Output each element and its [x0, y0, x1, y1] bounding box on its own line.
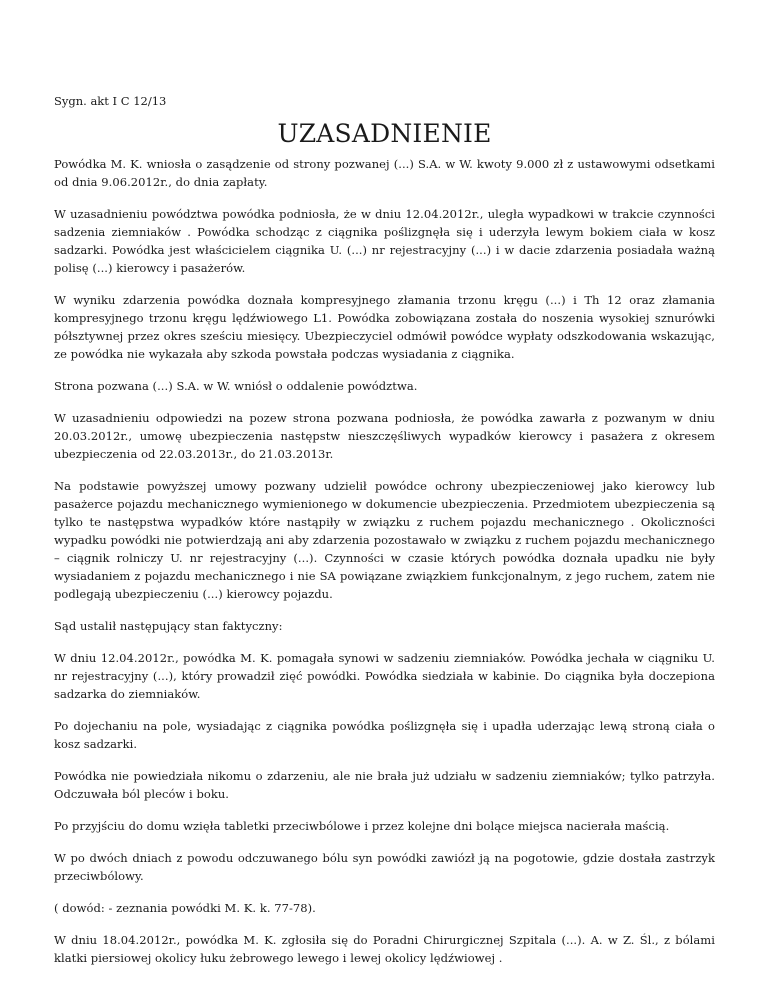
paragraph: Po dojechaniu na pole, wysiadając z ciągnika powódka poślizgnęła się i upadła uderzając lewą stroną ciała o kosz sadzarki.	[54, 719, 715, 751]
document-page	[54, 93, 715, 981]
paragraph: W uzasadnieniu powództwa powódka podniosła, że w dniu 12.04.2012r., uległa wypadkowi w trakcie czynności sadzenia ziemniaków . Powódka schodząc z ciągnika poślizgnęła się i uderzyła lewym bokiem ciała w kosz sadzarki. Powódka jest właścicielem ciągnika U. (...) nr rejestracyjny (...) i w dacie zdarzenia posiadała ważną polisę (...) kierowcy i pasażerów.	[54, 207, 715, 275]
paragraph: W dniu 18.04.2012r., powódka M. K. zgłosiła się do Poradni Chirurgicznej Szpitala (...). A. w Z. Śl., z bólami klatki piersiowej okolicy łuku żebrowego lewego i lewej okolicy lędźwiowej .	[54, 933, 715, 965]
paragraph: Strona pozwana (...) S.A. w W. wniósł o oddalenie powództwa.	[54, 379, 418, 393]
paragraph: W uzasadnieniu odpowiedzi na pozew strona pozwana podniosła, że powódka zawarła z pozwanym w dniu 20.03.2012r., umowę ubezpieczenia następstw nieszczęśliwych wypadków kierowcy i pasażera z okresem ubezpieczenia od 22.03.2013r., do 21.03.2013r.	[54, 411, 715, 461]
evidence-citation: ( dowód: - zeznania powódki M. K. k. 77-78).	[54, 901, 316, 915]
paragraph: Powódka M. K. wniosła o zasądzenie od strony pozwanej (...) S.A. w W. kwoty 9.000 zł z ustawowymi odsetkami od dnia 9.06.2012r., do dnia zapłaty.	[54, 157, 715, 189]
paragraph: Powódka nie powiedziała nikomu o zdarzeniu, ale nie brała już udziału w sadzeniu ziemniaków; tylko patrzyła. Odczuwała ból pleców i boku.	[54, 769, 715, 801]
paragraph: W po dwóch dniach z powodu odczuwanego bólu syn powódki zawiózł ją na pogotowie, gdzie dostała zastrzyk przeciwbólowy.	[54, 851, 715, 883]
paragraph: W dniu 12.04.2012r., powódka M. K. pomagała synowi w sadzeniu ziemniaków. Powódka jechała w ciągniku U. nr rejestracyjny (...), który prowadził zięć powódki. Powódka siedziała w kabinie. Do ciągnika była doczepiona sadzarka do ziemniaków.	[54, 651, 715, 701]
paragraph: Po przyjściu do domu wzięła tabletki przeciwbólowe i przez kolejne dni bolące miejsca nacierała maścią.	[54, 819, 670, 833]
paragraph: Na podstawie powyższej umowy pozwany udzielił powódce ochrony ubezpieczeniowej jako kierowcy lub pasażerce pojazdu mechanicznego wymienionego w dokumencie ubezpieczenia. Przedmiotem ubezpieczenia są tylko te następstwa wypadków które nastąpiły w związku z ruchem pojazdu mechanicznego . Okoliczności wypadku powódki nie potwierdzają ani aby zdarzenia pozostawało w związku z ruchem pojazdu mechanicznego – ciągnik rolniczy U. nr rejestracyjny (...). Czynności w czasie których powódka doznała upadku nie były wysiadaniem z pojazdu mechanicznego i nie SA powiązane związkiem funkcjonalnym, z jego ruchem, zatem nie podlegają ubezpieczeniu (...) kierowcy pojazdu.	[54, 479, 715, 601]
case-reference: Sygn. akt I C 12/13	[54, 94, 167, 108]
paragraph: W wyniku zdarzenia powódka doznała kompresyjnego złamania trzonu kręgu (...) i Th 12 oraz złamania kompresyjnego trzonu kręgu lędźwiowego L1. Powódka zobowiązana została do noszenia wysokiej sznurówki półsztywnej przez okres sześciu miesięcy. Ubezpieczyciel odmówił powódce wypłaty odszkodowania wskazując, ze powódka nie wykazała aby szkoda powstała podczas wysiadania z ciągnika.	[54, 293, 715, 361]
section-heading: Sąd ustalił następujący stan faktyczny:	[54, 619, 283, 633]
document-title: UZASADNIENIE	[277, 119, 492, 148]
